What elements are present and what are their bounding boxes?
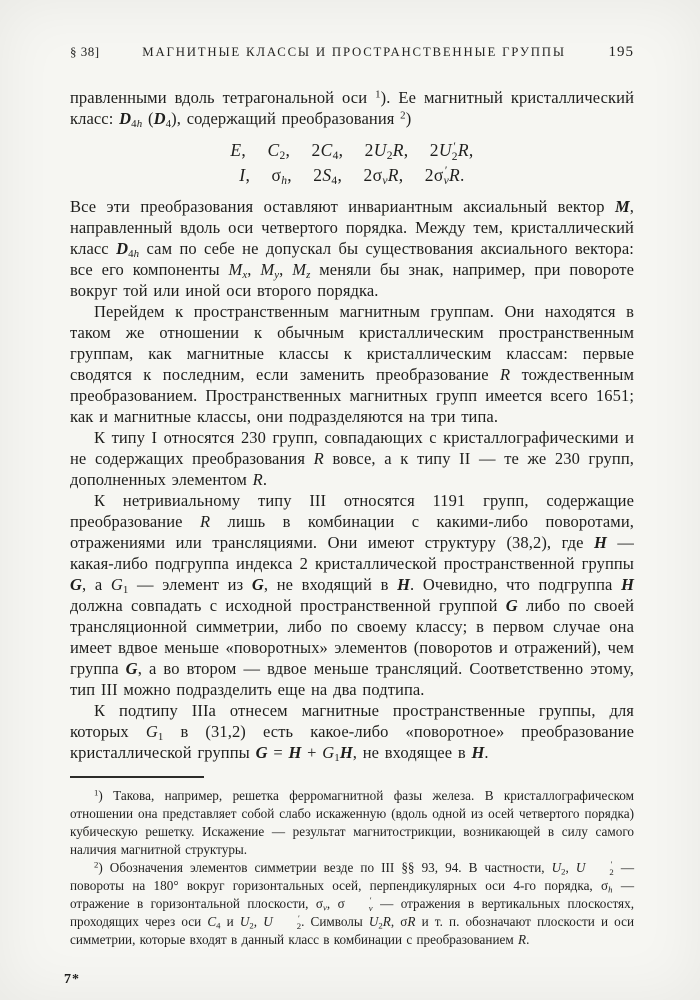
text-body (70, 87, 634, 763)
equation-line-1: E, $C_2$, $2C_4$, $2U_2R$, 2U ′ 2 R, (230, 140, 474, 163)
page-number: 195 (608, 44, 634, 60)
equation-line-2: I, $\sigma_h$, $2S_4$, $2\sigma_vR$, 2σ ′ v R. (239, 164, 465, 188)
paragraph-subtype-3a: К подтипу IIIа отнесем магнитные пространственные группы, для которых $G_1$ в (31,2) есть какое-либо «поворотное» преобразование кристаллической группы $G = H + G_1H$, не входящее в H. (70, 701, 634, 765)
paragraph-space-groups: Перейдем к пространственным магнитным группам. Они находятся в таком же отношении к обычным кристаллическим пространственным группам, как магнитные классы к кристаллическим классам: первые сводятся к последним, если заменить преобразование R тождественным преобразованием. Пространственных магнитных групп имеется всего 1651; как и магнитные классы, они подразделяются на три типа. (70, 302, 634, 426)
footnote-separator (70, 776, 204, 778)
paragraph-continuation: правленными вдоль тетрагональной оси $^1$). Ее магнитный кристаллический класс: $D_{4h}$ $(D_4)$, содержащий преобразования $^2$) (70, 88, 634, 131)
paragraph-type-1-2: К типу I относятся 230 групп, совпадающих с кристаллографическими и не содержащих преобразования R вовсе, а к типу II — те же 230 групп, дополненных элементом R. (70, 428, 634, 489)
paragraph-type-3: К нетривиальному типу III относятся 1191 групп, содержащие преобразование R лишь в комбинации с какими-либо поворотами, отражениями или трансляциями. Они имеют структуру (38,2), где H — какая-либо подгруппа индекса 2 кристаллической пространственной группы G, а $G_1$ — элемент из G, не входящий в H. Очевидно, что подгруппа H должна совпадать с исходной пространственной группой G либо по своей трансляционной симметрии, либо по своему классу; в первом случае она имеет вдвое меньше «поворотных» элементов (поворотов и отражений), чем группа G, а во втором — вдвое меньше трансляций. Соответственно этому, тип III можно подразделить еще на два подтипа. (70, 491, 635, 699)
section-number: § 38] (70, 44, 100, 59)
equation-block (70, 138, 634, 187)
paragraph-invariant-vector: Все эти преобразования оставляют инвариантным аксиальный вектор M, направленный вдоль оси четвертого порядка. Между тем, кристаллический класс $D_{4h}$ сам по себе не допускал бы существования аксиального вектора: все его компоненты $M_x$, $M_y$, $M_z$ меняли бы знак, например, при повороте вокруг той или иной оси второго порядка. (70, 197, 634, 300)
signature-mark: 7* (64, 972, 80, 987)
running-title: МАГНИТНЫЕ КЛАССЫ И ПРОСТРАНСТВЕННЫЕ ГРУППЫ (142, 45, 566, 59)
footnote-2: $^2$) Обозначения элементов симметрии везде по III §§ 93, 94. В частности, $U_2$, U ′ 2 — повороты на 180° вокруг горизонтальных осей, перпендикулярных оси 4-го порядка, $\sigma_h$ — отражение в горизонтальной плоскости, $\sigma_v$, σ ′ v — отражения в вертикальных плоскостях, проходящих через оси $C_4$ и $U_2$, U ′ 2 . Символы $U_2R$, σR и т. п. обозначают плоскости и оси симметрии, которые входят в данный класс в комбинации с преобразованием R. (70, 859, 635, 947)
footnote-1: $^1$) Такова, например, решетка ферромагнитной фазы железа. В кристаллографическом отношении она представляет собой слабо искаженную (вдоль одной из осей четвертого порядка) кубическую решетку. Искажение — результат магнитострикции, возникающей в силу самого наличия магнитной структуры. (70, 787, 634, 857)
footnotes (70, 787, 634, 949)
page-header (70, 44, 634, 61)
